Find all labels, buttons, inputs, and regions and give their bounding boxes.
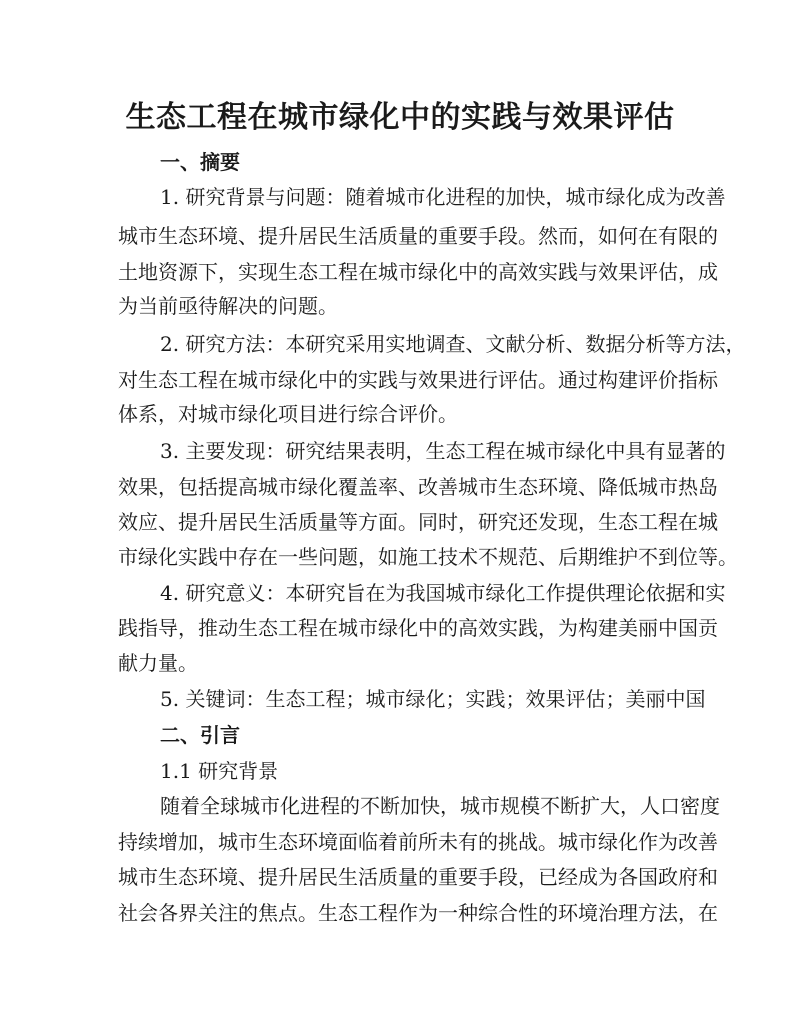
paragraph-line: 为当前亟待解决的问题。 bbox=[118, 294, 338, 318]
paragraph-line: 践指导，推动生态工程在城市绿化中的高效实践，为构建美丽中国贡 bbox=[118, 616, 718, 640]
paragraph-line: 5. 关键词：生态工程；城市绿化；实践；效果评估；美丽中国 bbox=[160, 687, 706, 711]
subsection-heading: 1.1 研究背景 bbox=[160, 759, 279, 783]
section-heading-introduction: 二、引言 bbox=[160, 723, 240, 747]
paragraph-line: 城市生态环境、提升居民生活质量的重要手段，已经成为各国政府和 bbox=[118, 865, 718, 889]
paragraph-line: 3. 主要发现：研究结果表明，生态工程在城市绿化中具有显著的 bbox=[160, 439, 726, 463]
paragraph-line: 献力量。 bbox=[118, 651, 198, 675]
paragraph-line: 2. 研究方法：本研究采用实地调查、文献分析、数据分析等方法， bbox=[160, 332, 746, 356]
paragraph-line: 1. 研究背景与问题：随着城市化进程的加快，城市绿化成为改善 bbox=[160, 185, 726, 209]
paragraph-line: 4. 研究意义：本研究旨在为我国城市绿化工作提供理论依据和实 bbox=[160, 581, 726, 605]
paragraph-line: 土地资源下，实现生态工程在城市绿化中的高效实践与效果评估，成 bbox=[118, 260, 718, 284]
paragraph-line: 体系，对城市绿化项目进行综合评价。 bbox=[118, 402, 458, 426]
paragraph-line: 对生态工程在城市绿化中的实践与效果进行评估。通过构建评价指标 bbox=[118, 368, 718, 392]
paragraph-line: 效应、提升居民生活质量等方面。同时，研究还发现，生态工程在城 bbox=[118, 510, 718, 534]
paragraph-line: 持续增加，城市生态环境面临着前所未有的挑战。城市绿化作为改善 bbox=[118, 830, 718, 854]
document-title: 生态工程在城市绿化中的实践与效果评估 bbox=[125, 100, 675, 135]
paragraph-line: 市绿化实践中存在一些问题，如施工技术不规范、后期维护不到位等。 bbox=[118, 545, 738, 569]
paragraph-line: 社会各界关注的焦点。生态工程作为一种综合性的环境治理方法，在 bbox=[118, 901, 718, 925]
section-heading-abstract: 一、摘要 bbox=[160, 150, 240, 174]
paragraph-line: 随着全球城市化进程的不断加快，城市规模不断扩大，人口密度 bbox=[160, 794, 720, 818]
paragraph-line: 城市生态环境、提升居民生活质量的重要手段。然而，如何在有限的 bbox=[118, 224, 718, 248]
paragraph-line: 效果，包括提高城市绿化覆盖率、改善城市生态环境、降低城市热岛 bbox=[118, 475, 718, 499]
